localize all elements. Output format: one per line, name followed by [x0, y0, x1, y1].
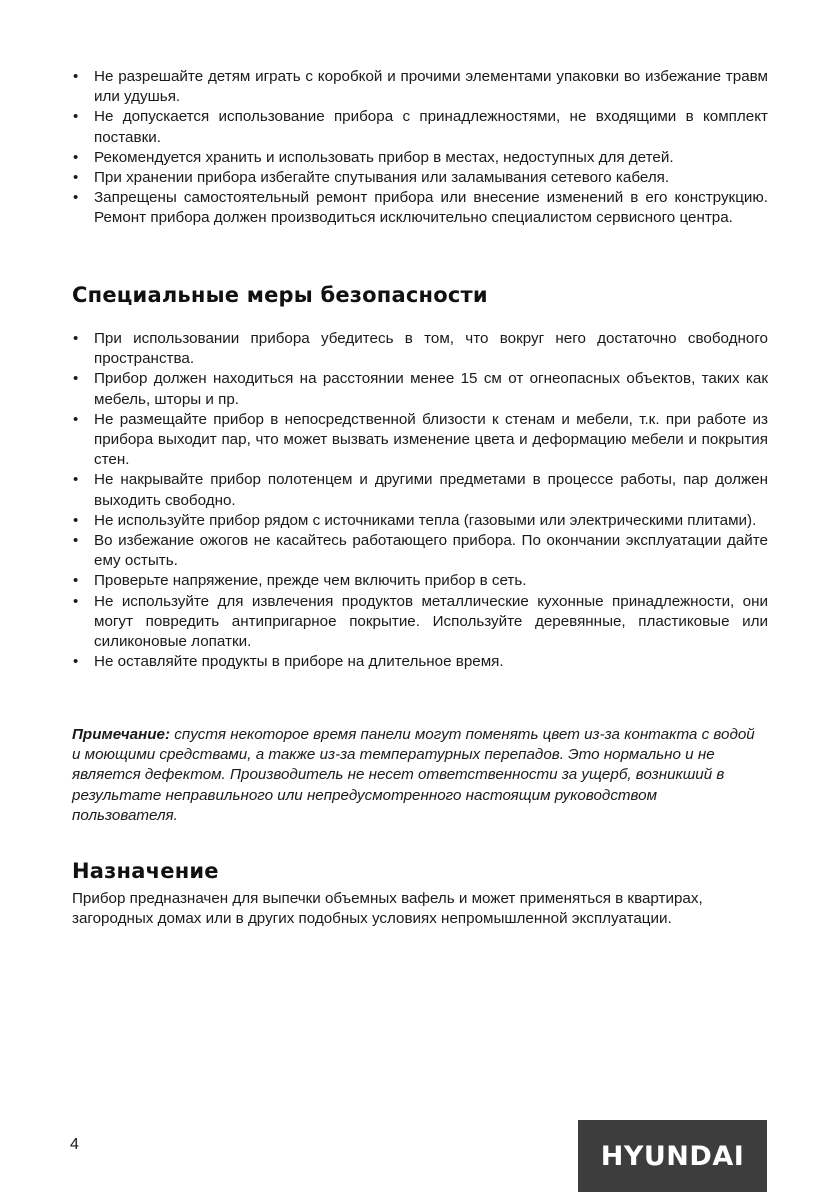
note-label: Примечание: — [72, 726, 171, 743]
section-heading-purpose: Назначение — [72, 859, 219, 883]
list-item: • Не допускается использование прибора с принадлежностями, не входящими в комплект поставки. — [72, 107, 768, 147]
special-list-block — [72, 329, 768, 672]
list-item: • При использовании прибора убедитесь в том, что вокруг него достаточно свободного пространства. — [72, 329, 768, 369]
hyundai-logo: HYUNDAI — [578, 1120, 767, 1192]
list-item: • Проверьте напряжение, прежде чем включить прибор в сеть. — [72, 571, 768, 591]
purpose-paragraph: Прибор предназначен для выпечки объемных вафель и может применяться в квартирах, загородных домах или в других подобных условиях непромышленной эксплуатации. — [72, 890, 703, 928]
special-heading-block — [72, 283, 768, 307]
list-item: • Не разрешайте детям играть с коробкой и прочими элементами упаковки во избежание травм или удушья. — [72, 67, 768, 107]
list-item: • Во избежание ожогов не касайтесь работающего прибора. По окончании эксплуатации дайте ему остыть. — [72, 531, 768, 571]
list-item: • Не размещайте прибор в непосредственной близости к стенам и мебели, т.к. при работе из прибора выходит пар, что может вызвать изменение цвета и деформацию мебели и покрытия стен. — [72, 410, 768, 471]
list-item: • Рекомендуется хранить и использовать прибор в местах, недоступных для детей. — [72, 148, 768, 168]
note-paragraph — [72, 725, 762, 826]
special-safety-list — [72, 329, 768, 672]
note-text: спустя некоторое время панели могут поменять цвет из-за контакта с водой и моющими средствами, а также из-за температурных перепадов. Это нормально и не является дефектом. Производитель не несет ответственности за ущерб, возникший в результате неправильного или непредусмотренного настоящим руководством пользователя. — [72, 726, 755, 824]
section-heading-special: Специальные меры безопасности — [72, 283, 488, 307]
list-item: • Не накрывайте прибор полотенцем и другими предметами в процессе работы, пар должен выходить свободно. — [72, 470, 768, 510]
top-safety-list — [72, 67, 768, 229]
purpose-heading-block — [72, 859, 768, 883]
list-item: • Не оставляйте продукты в приборе на длительное время. — [72, 652, 768, 672]
page-number: 4 — [70, 1136, 79, 1153]
list-item: • Запрещены самостоятельный ремонт прибора или внесение изменений в его конструкцию. Ремонт прибора должен производиться исключительно специалистом сервисного центра. — [72, 188, 768, 228]
list-item: • Прибор должен находиться на расстоянии менее 15 см от огнеопасных объектов, таких как мебель, шторы и пр. — [72, 369, 768, 409]
top-safety-list-block — [72, 67, 768, 229]
list-item: • Не используйте прибор рядом с источниками тепла (газовыми или электрическими плитами). — [72, 511, 768, 531]
list-item: • При хранении прибора избегайте спутывания или заламывания сетевого кабеля. — [72, 168, 768, 188]
list-item: • Не используйте для извлечения продуктов металлические кухонные принадлежности, они могут повредить антипригарное покрытие. Используйте деревянные, пластиковые или силиконовые лопатки. — [72, 592, 768, 653]
